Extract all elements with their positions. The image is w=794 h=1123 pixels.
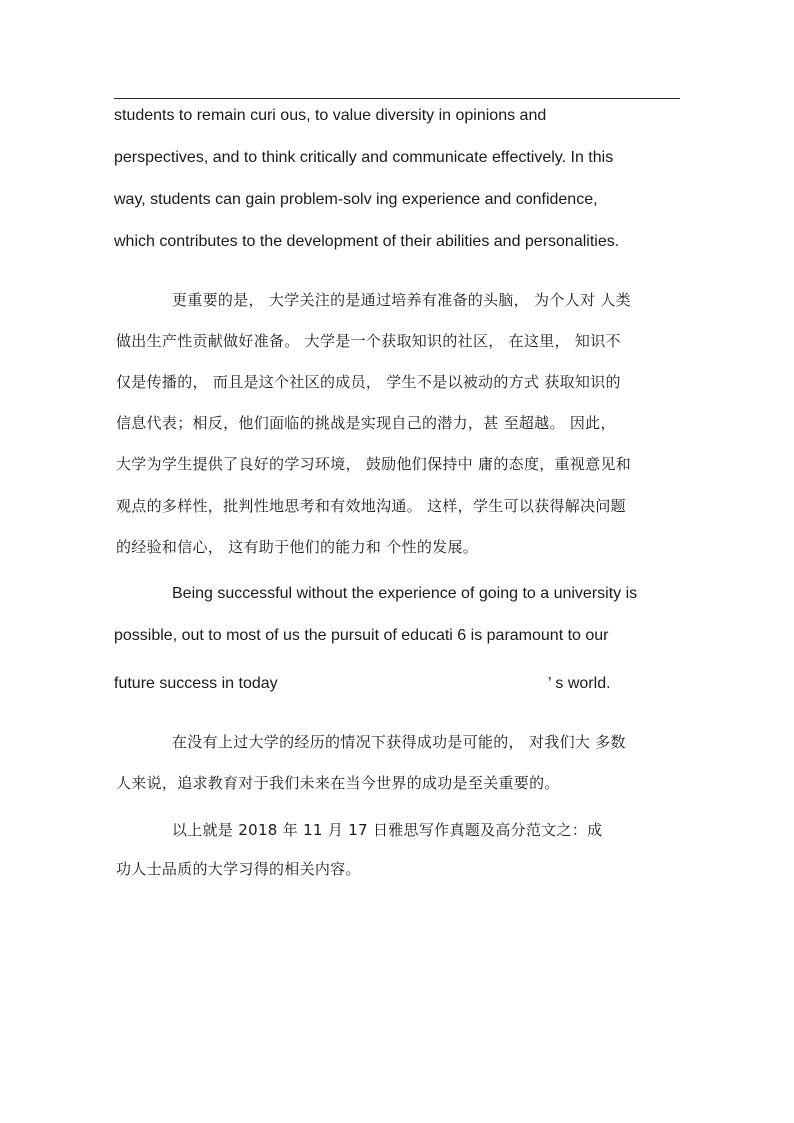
text-line: 大学为学生提供了良好的学习环境， 鼓励他们保持中 庸的态度，重视意见和 xyxy=(116,455,632,473)
text-line: which contributes to the development of their abilities and personalities. xyxy=(114,233,620,250)
text-line: Being successful without the experience of going to a university is xyxy=(172,585,638,602)
header-rule xyxy=(114,98,680,99)
text-line: 在没有上过大学的经历的情况下获得成功是可能的， 对我们大 多数 xyxy=(172,733,626,751)
text-line: 人来说，追求教育对于我们未来在当今世界的成功是至关重要的。 xyxy=(116,774,560,792)
text-line: 做出生产性贡献做好准备。 大学是一个获取知识的社区， 在这里， 知识不 xyxy=(116,332,621,350)
text-line: perspectives, and to think critically and communicate effectively. In this xyxy=(114,149,614,166)
text-line: 功人士品质的大学习得的相关内容。 xyxy=(116,860,361,878)
text-line: 的经验和信心， 这有助于他们的能力和 个性的发展。 xyxy=(116,538,479,556)
text-line: students to remain curi ous, to value diversity in opinions and xyxy=(114,107,547,124)
text-line: 更重要的是， 大学关注的是通过培养有准备的头脑， 为个人对 人类 xyxy=(172,291,631,309)
text-line: 仅是传播的， 而且是这个社区的成员， 学生不是以被动的方式 获取知识的 xyxy=(116,373,621,391)
text-line: ’ s world. xyxy=(548,675,611,692)
text-line: 信息代表；相反，他们面临的挑战是实现自己的潜力，甚 至超越。 因此， xyxy=(116,414,616,432)
text-line: 以上就是 2018 年 11 月 17 日雅思写作真题及高分范文之：成 xyxy=(172,821,603,839)
text-line: way, students can gain problem-solv ing experience and confidence, xyxy=(114,191,598,208)
text-line: 观点的多样性，批判性地思考和有效地沟通。 这样，学生可以获得解决问题 xyxy=(116,497,626,515)
text-line: future success in today xyxy=(114,675,278,692)
text-line: possible, out to most of us the pursuit of educati 6 is paramount to our xyxy=(114,627,609,644)
